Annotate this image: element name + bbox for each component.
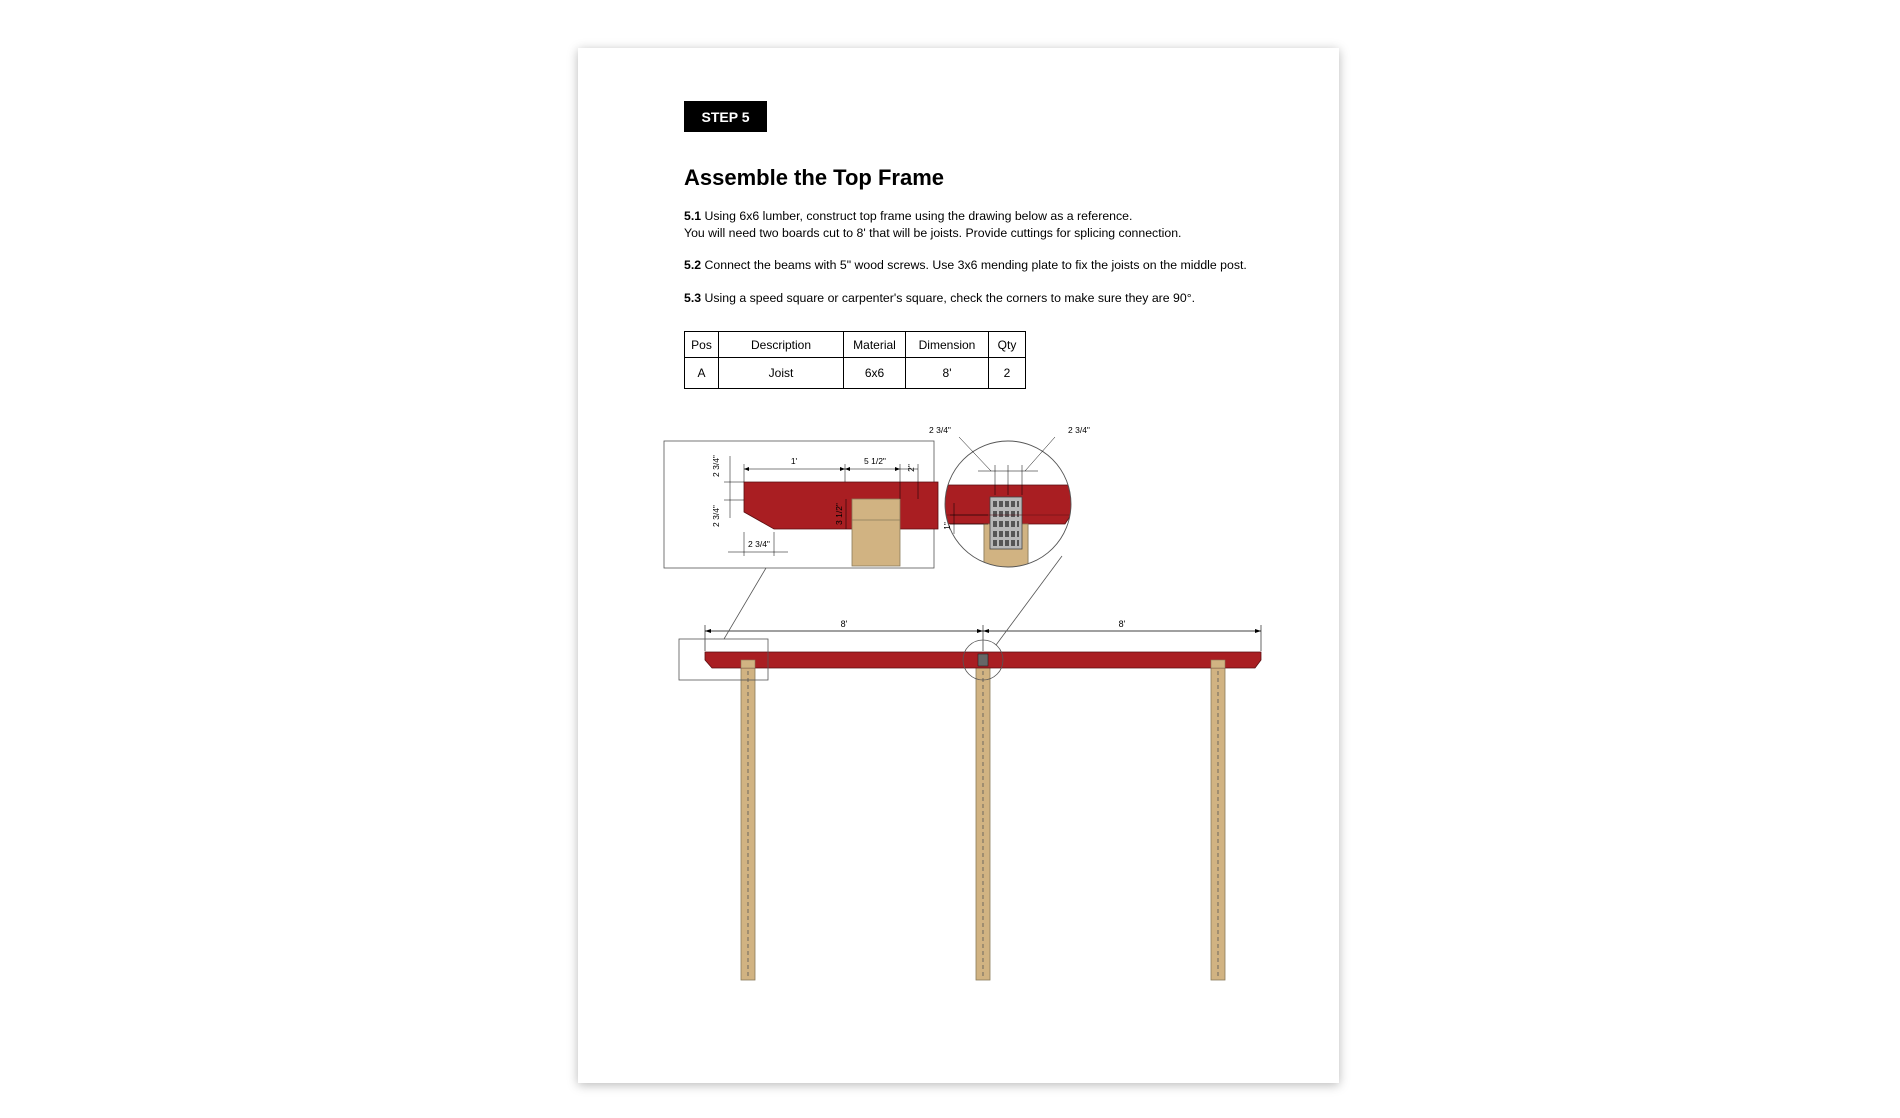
left-splice-detail bbox=[664, 441, 938, 568]
dimension-label: 2 3/4" bbox=[1068, 425, 1090, 435]
table-cell: A bbox=[685, 358, 719, 389]
document-page bbox=[578, 48, 1339, 1083]
step-text-line: Connect the beams with 5" wood screws. Use 3x6 mending plate to fix the joists on the middle post. bbox=[704, 258, 1247, 272]
post-section bbox=[852, 499, 900, 566]
middle-post-detail bbox=[929, 425, 1090, 570]
dimension-label: 2 3/4" bbox=[711, 505, 721, 527]
step-text-line: Using a speed square or carpenter's square, check the corners to make sure they are 90°. bbox=[704, 291, 1196, 305]
column-header: Qty bbox=[989, 332, 1026, 358]
column-header: Dimension bbox=[906, 332, 989, 358]
column-header: Material bbox=[844, 332, 906, 358]
dimension-label: 5 1/2" bbox=[864, 456, 886, 466]
table-cell: 2 bbox=[989, 358, 1026, 389]
step-number: 5.2 bbox=[684, 258, 705, 272]
step-number: 5.3 bbox=[684, 291, 705, 305]
dimension-label: 2" bbox=[906, 464, 916, 472]
table-cell: 6x6 bbox=[844, 358, 906, 389]
dimension-label: 1" bbox=[942, 522, 952, 530]
step-text-line: Using 6x6 lumber, construct top frame using the drawing below as a reference. bbox=[704, 209, 1133, 223]
dimension-label: 2 3/4" bbox=[748, 539, 770, 549]
step-text-line: You will need two boards cut to 8' that will be joists. Provide cuttings for splicing connection. bbox=[684, 225, 1182, 240]
column-header: Pos bbox=[685, 332, 719, 358]
table-cell: 8' bbox=[906, 358, 989, 389]
page-title: Assemble the Top Frame bbox=[684, 165, 944, 190]
dimension-label: 2 3/4" bbox=[711, 455, 721, 477]
table-cell: Joist bbox=[719, 358, 844, 389]
dimension-label: 1' bbox=[790, 456, 798, 466]
mending-plate bbox=[978, 654, 988, 666]
frame-drawing bbox=[578, 48, 1339, 1083]
main-elevation bbox=[679, 556, 1261, 980]
dimension-label: 8' bbox=[1118, 619, 1126, 629]
column-header: Description bbox=[719, 332, 844, 358]
step-number: 5.1 bbox=[684, 209, 705, 223]
dimension-label: 3 1/2" bbox=[834, 503, 844, 525]
dimension-label: 8' bbox=[840, 619, 848, 629]
dimension-label: 2 3/4" bbox=[929, 425, 951, 435]
step-badge: STEP 5 bbox=[684, 101, 767, 132]
